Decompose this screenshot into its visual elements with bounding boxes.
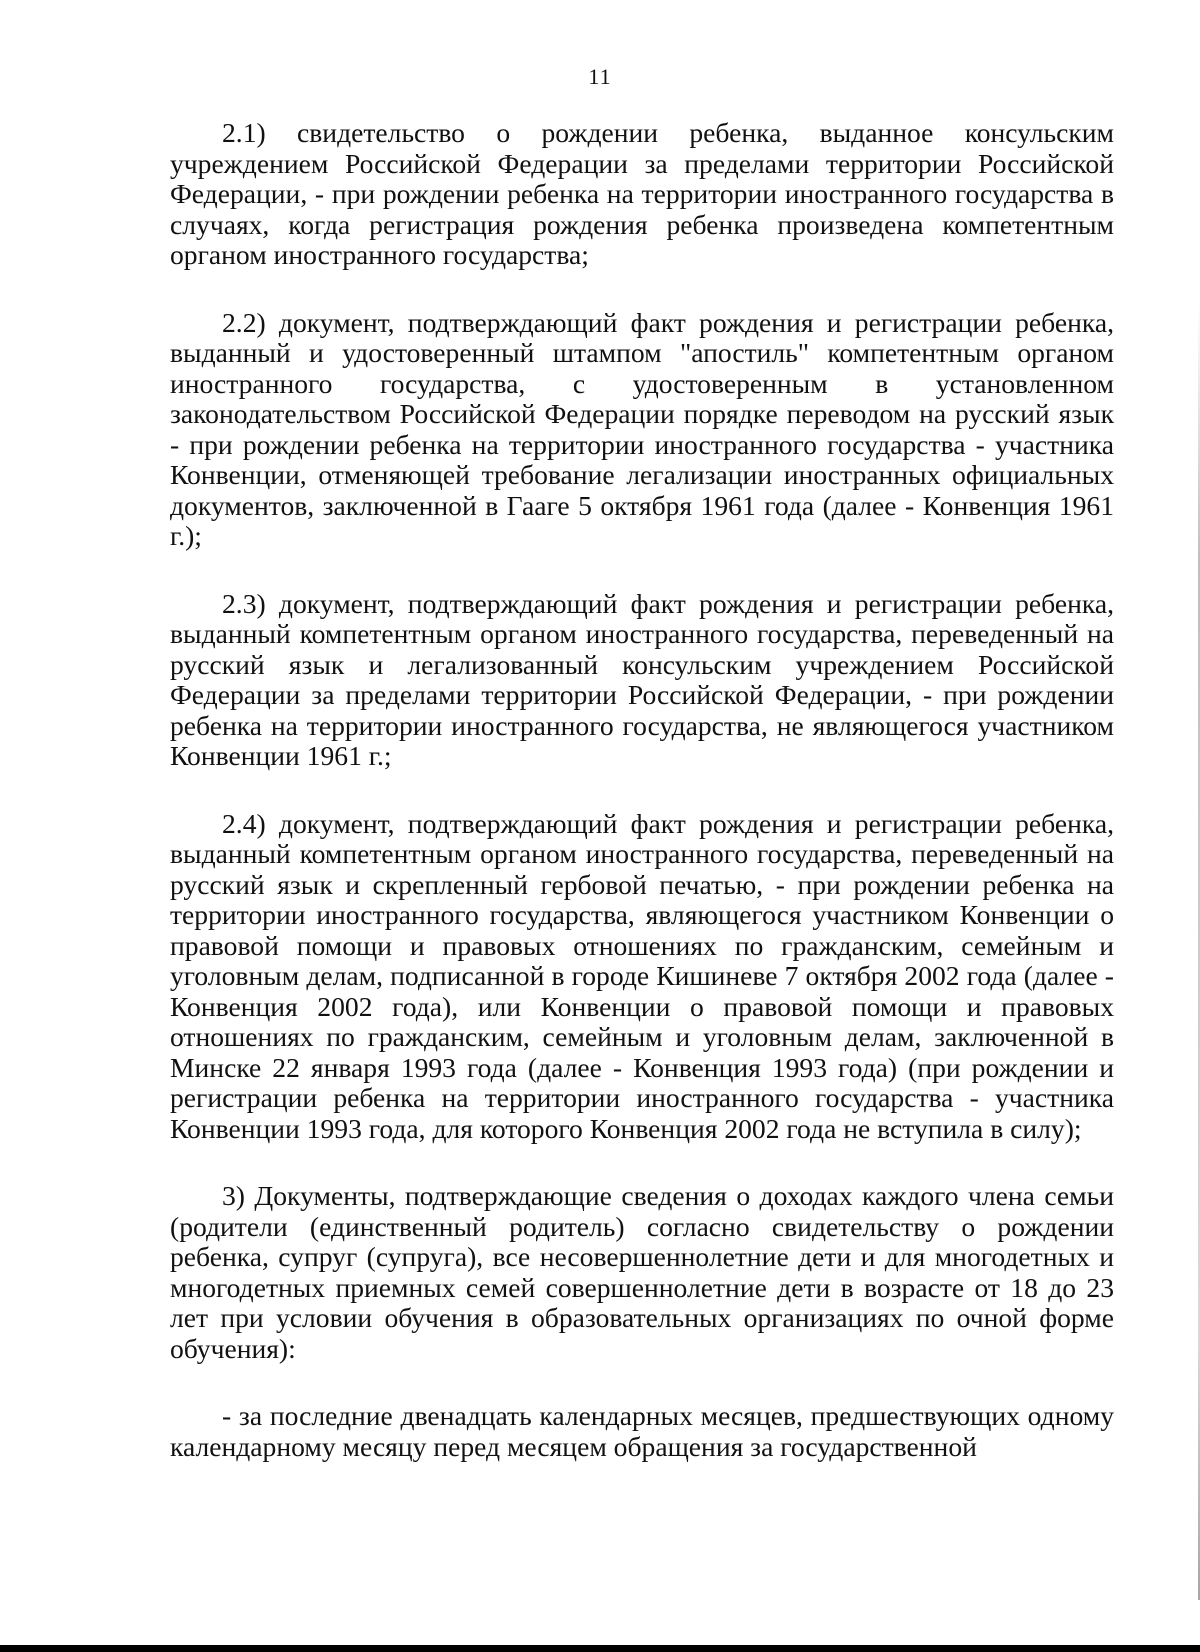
document-body [170, 118, 1114, 1462]
page-number: 11 [588, 64, 612, 89]
paragraph-2-1: 2.1) свидетельство о рождении ребенка, выданное консульским учреждением Российской Федерации за пределами территории Российской Федерации, - при рождении ребенка на территории иностранного государства в случаях, когда регистрация рождения ребенка произведена компетентным органом иностранного государства; [170, 117, 1114, 270]
paragraph-2-2: 2.2) документ, подтверждающий факт рождения и регистрации ребенка, выданный и удостоверенный штампом "апостиль" компетентным органом иностранного государства, с удостоверенным в установленном законодательством Российской Федерации порядке переводом на русский язык - при рождении ребенка на территории иностранного государства - участника Конвенции, отменяющей требование легализации иностранных официальных документов, заключенной в Гааге 5 октября 1961 года (далее - Конвенция 1961 г.); [170, 306, 1114, 551]
paragraph-2-3: 2.3) документ, подтверждающий факт рождения и регистрации ребенка, выданный компетентным органом иностранного государства, переведенный на русский язык и легализованный консульским учреждением Российской Федерации за пределами территории Российской Федерации, - при рождении ребенка на территории иностранного государства, не являющегося участником Конвенции 1961 г.; [170, 587, 1114, 771]
scan-edge-bottom [0, 1645, 1200, 1652]
paragraph-3: 3) Документы, подтверждающие сведения о доходах каждого члена семьи (родители (единственный родитель) согласно свидетельству о рождении ребенка, супруг (супруга), все несовершеннолетние дети и для многодетных и многодетных приемных семей совершеннолетние дети в возрасте от 18 до 23 лет при условии обучения в образовательных организациях по очной форме обучения): [170, 1180, 1114, 1364]
paragraph-2-4: 2.4) документ, подтверждающий факт рождения и регистрации ребенка, выданный компетентным органом иностранного государства, переведенный на русский язык и скрепленный гербовой печатью, - при рождении ребенка на территории иностранного государства, являющегося участником Конвенции о правовой помощи и правовых отношениях по гражданским, семейным и уголовным делам, подписанной в городе Кишиневе 7 октября 2002 года (далее - Конвенция 2002 года), или Конвенции о правовой помощи и правовых отношениях по гражданским, семейным и уголовным делам, заключенной в Минске 22 января 1993 года (далее - Конвенция 1993 года) (при рождении и регистрации ребенка на территории иностранного государства - участника Конвенции 1993 года, для которого Конвенция 2002 года не вступила в силу); [170, 807, 1114, 1144]
paragraph-income-period: - за последние двенадцать календарных месяцев, предшествующих одному календарному месяцу перед месяцем обращения за государственной [170, 1400, 1114, 1462]
